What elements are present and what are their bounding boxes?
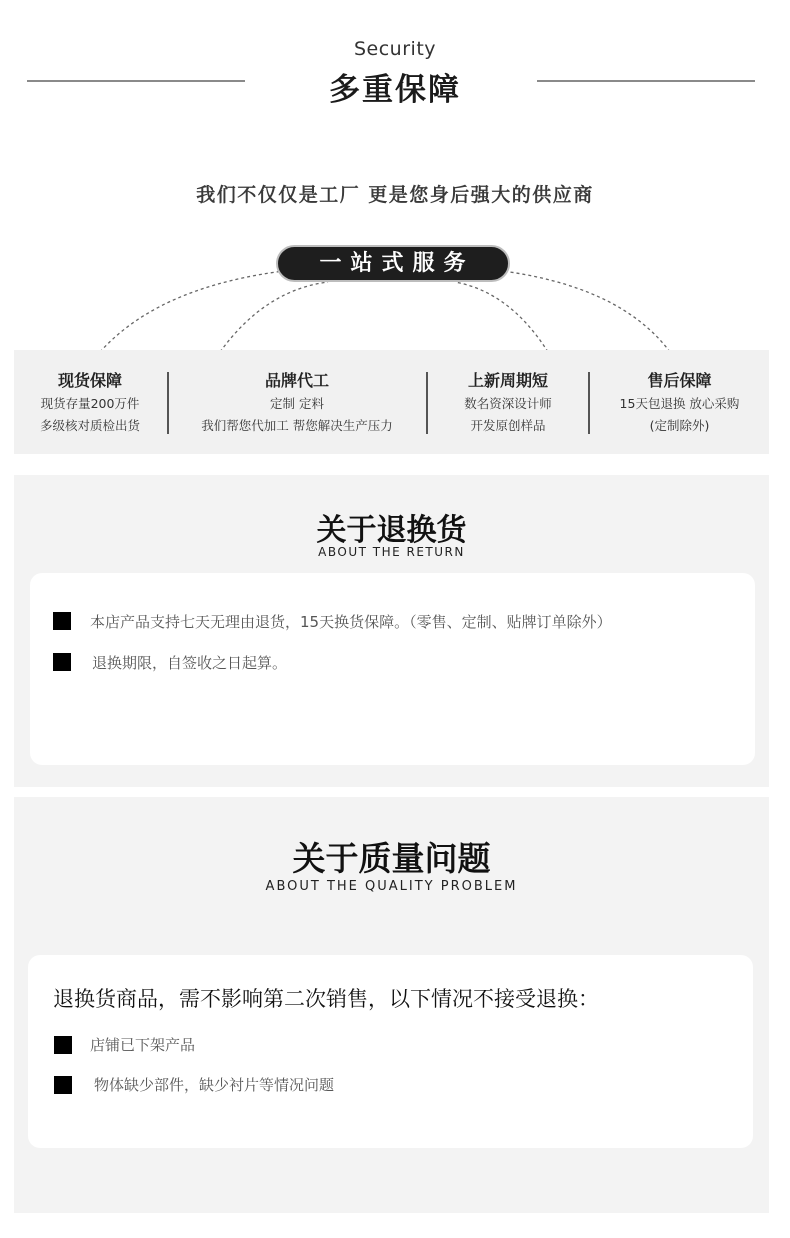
service-line: 数名资深设计师	[464, 396, 552, 411]
service-stock-guarantee	[14, 368, 166, 436]
quality-policy-heading: 退换货商品，需不影响第二次销售，以下情况不接受退换：	[53, 987, 599, 1011]
quality-policy-item: 物体缺少部件，缺少衬片等情况问题	[94, 1076, 335, 1094]
connector-arc-4	[495, 270, 670, 352]
bullet-square-icon	[54, 1076, 72, 1094]
service-line: 开发原创样品	[470, 418, 546, 433]
quality-policy-panel	[14, 797, 769, 1213]
return-policy-item: 本店产品支持七天无理由退货，15天换货保障。（零售、定制、贴牌订单除外）	[90, 613, 612, 631]
service-line: 定制 定料	[270, 396, 324, 411]
service-line: 现货存量200万件	[40, 396, 140, 411]
connector-arc-3	[455, 282, 548, 352]
service-line: 我们帮您代加工 帮您解决生产压力	[201, 418, 393, 433]
return-section-title: 关于退换货	[316, 513, 467, 548]
bullet-square-icon	[53, 612, 71, 630]
connector-arc-1	[100, 270, 292, 352]
header-chinese-title: 多重保障	[329, 72, 461, 108]
service-title: 上新周期短	[467, 371, 548, 390]
bullet-square-icon	[53, 653, 71, 671]
service-brand-oem	[168, 368, 426, 436]
service-line: 多级核对质检出货	[39, 418, 140, 433]
service-title: 品牌代工	[264, 371, 329, 390]
service-title: 售后保障	[647, 371, 712, 390]
service-line: 15天包退换 放心采购	[619, 396, 740, 411]
quality-section-title: 关于质量问题	[292, 839, 491, 878]
quality-section-subtitle: ABOUT THE QUALITY PROBLEM	[265, 879, 518, 894]
return-policy-panel	[14, 475, 769, 787]
return-section-subtitle: ABOUT THE RETURN	[318, 545, 465, 559]
return-policy-item: 退换期限，自签收之日起算。	[92, 654, 288, 672]
tagline: 我们不仅仅是工厂 更是您身后强大的供应商	[196, 184, 594, 206]
service-after-sales	[590, 368, 769, 436]
service-title: 现货保障	[57, 371, 122, 390]
return-policy-card	[30, 573, 755, 765]
service-line: (定制除外)	[649, 418, 710, 433]
header-english-title: Security	[353, 38, 437, 60]
bullet-square-icon	[54, 1036, 72, 1054]
quality-policy-card	[28, 955, 753, 1148]
service-new-arrivals	[428, 368, 588, 436]
connector-arc-2	[220, 282, 328, 352]
one-stop-service-pill: 一站式服务	[276, 245, 510, 282]
services-band	[14, 350, 769, 454]
quality-policy-item: 店铺已下架产品	[90, 1036, 196, 1054]
